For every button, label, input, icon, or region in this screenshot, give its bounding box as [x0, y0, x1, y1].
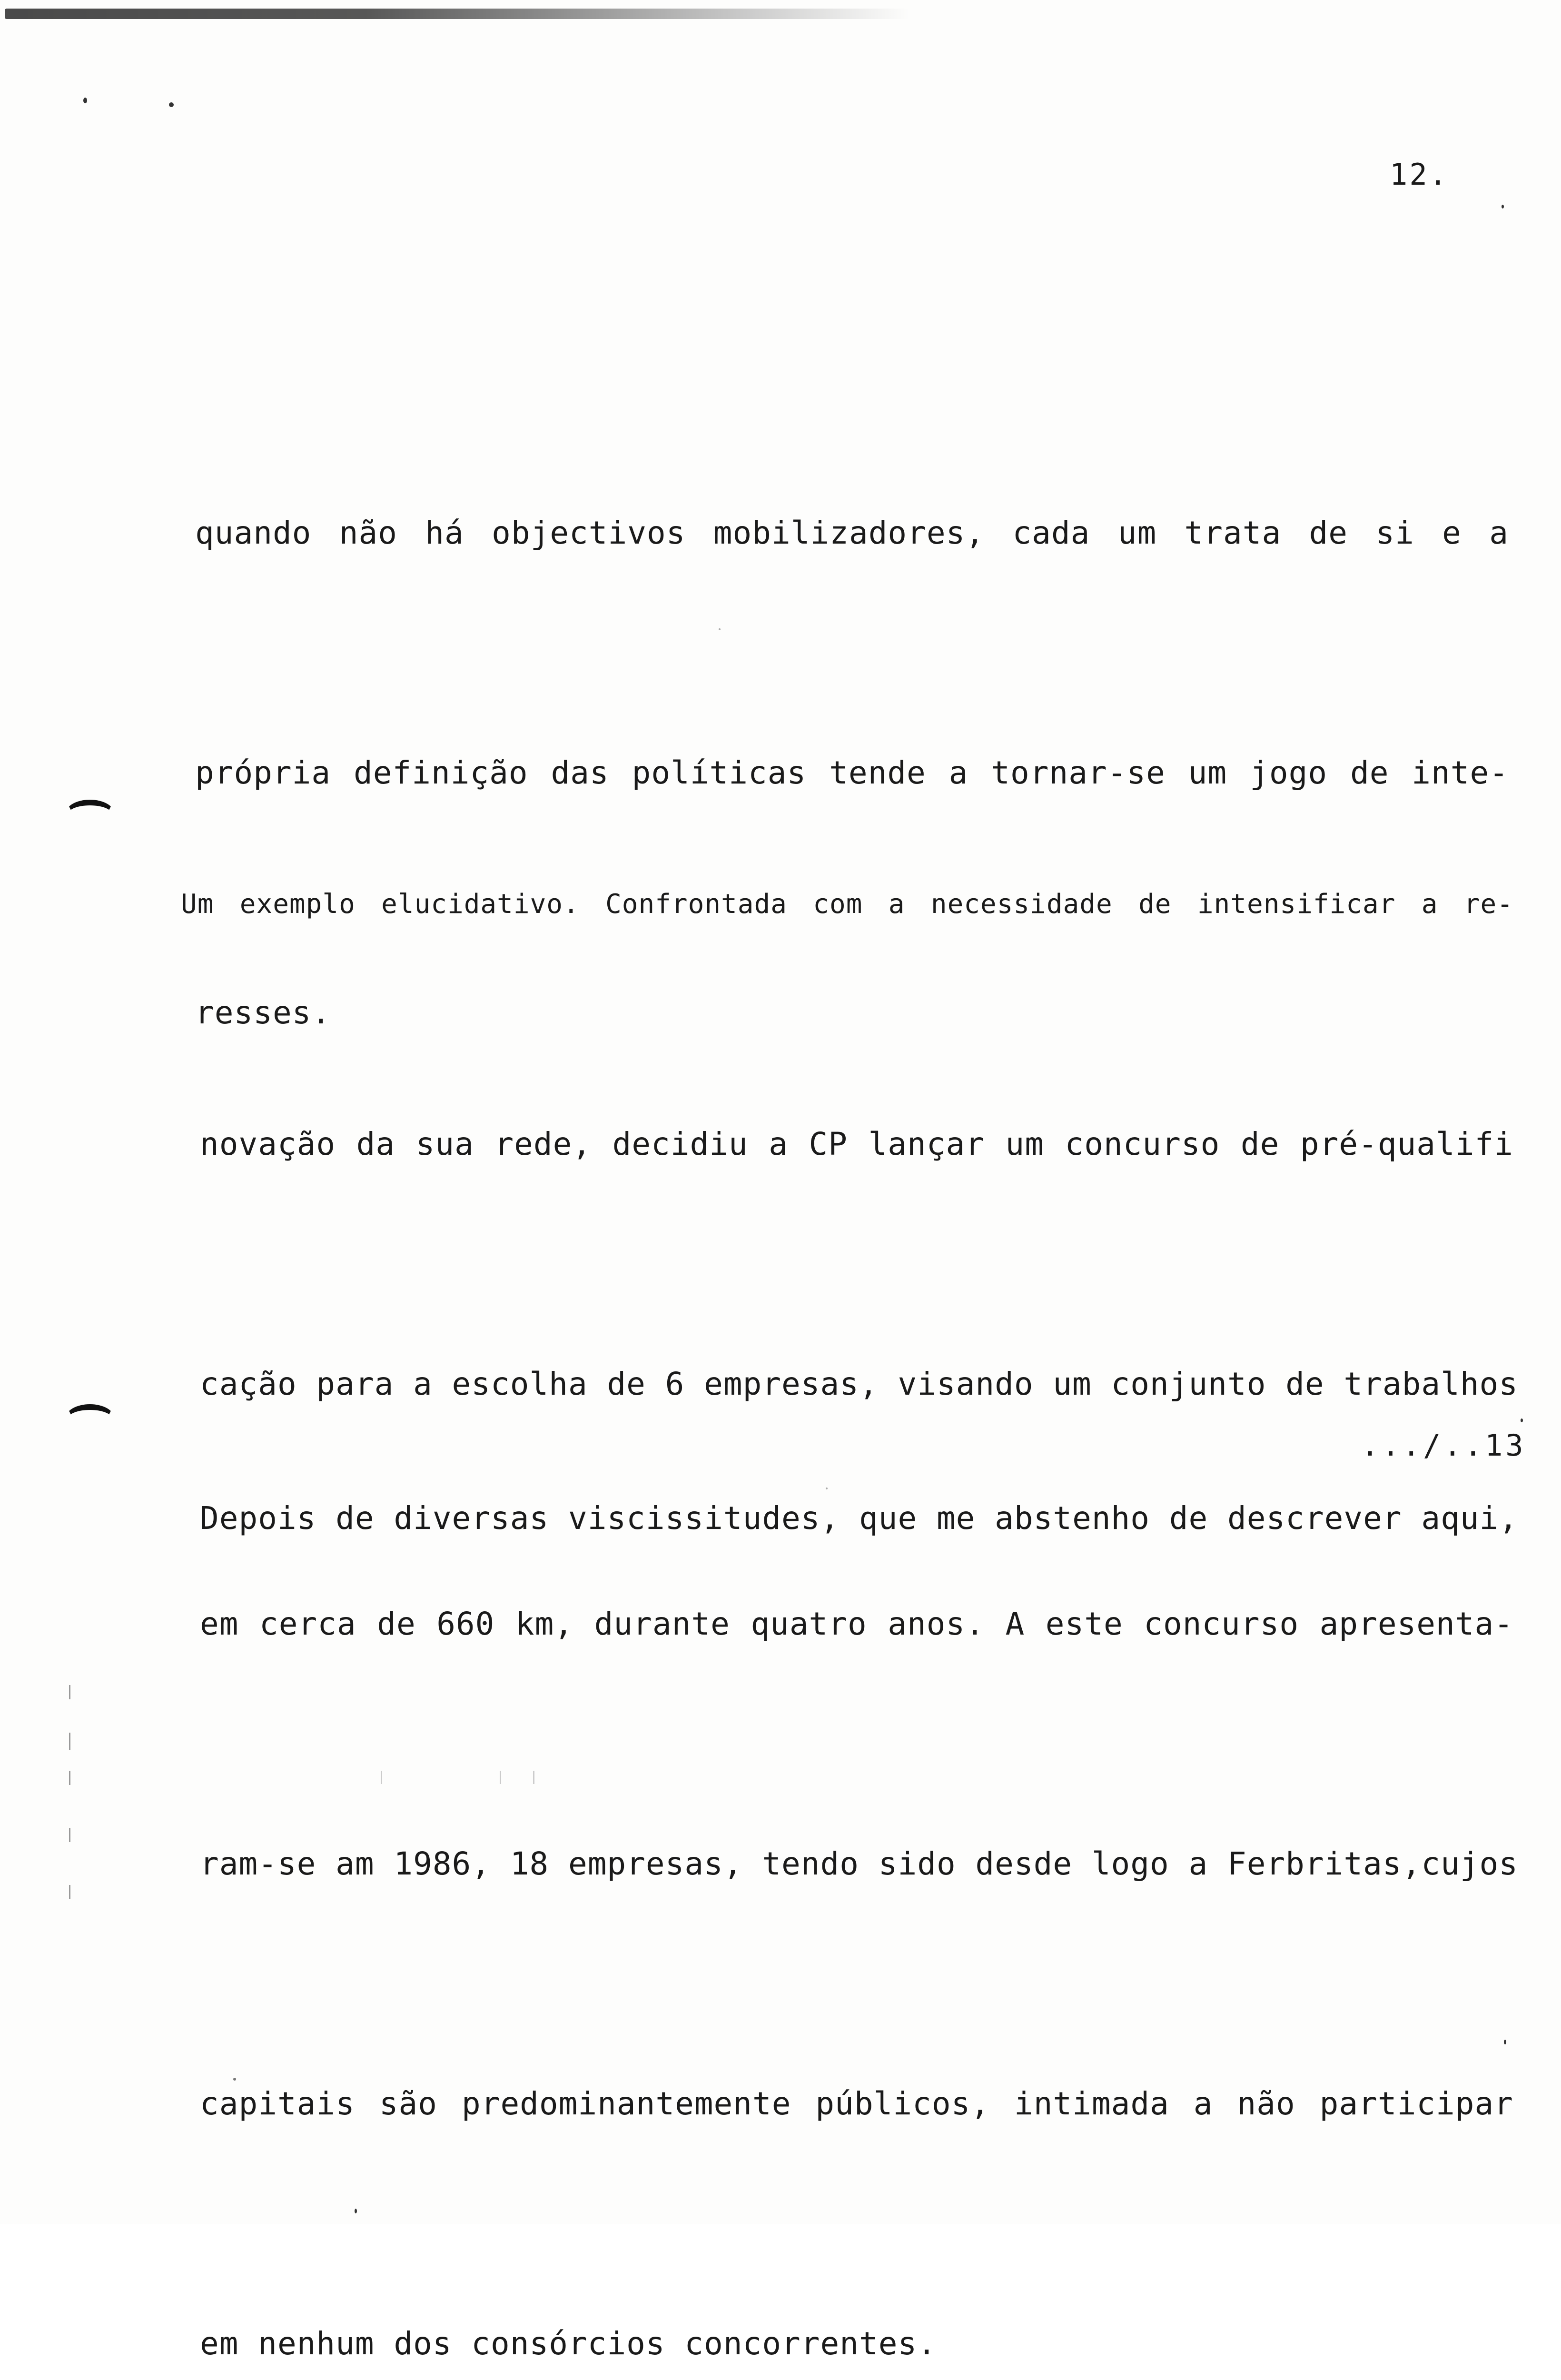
scan-mark [69, 1685, 70, 1699]
punch-hole-mark [66, 800, 114, 827]
text-line: quando não há objectivos mobilizadores, cada um trata de si e a [195, 515, 1509, 551]
text-line: ram-se am 1986, 18 empresas, tendo sido desde logo a Ferbritas,cujos [200, 1845, 1519, 1882]
punch-hole-mark [66, 1404, 114, 1432]
page-number: 12. [1390, 157, 1449, 192]
text-line: em cerca de 660 km, durante quatro anos. A este concurso apresenta- [200, 1606, 1513, 1642]
scan-mark [69, 1885, 70, 1899]
paragraph-3 [200, 1319, 1519, 1718]
text-line: novação da sua rede, decidiu a CP lançar um concurso de pré-qualifi [200, 1126, 1513, 1162]
text-line: cação para a escolha de 6 empresas, visando um conjunto de trabalhos [200, 1366, 1519, 1402]
text-line: Depois de diversas viscissitudes, que me abstenho de descrever aqui, [200, 1500, 1519, 1537]
text-line: Um exemplo elucidativo. Confrontada com a necessidade de intensificar a re- [181, 889, 1513, 920]
scan-speck [1521, 1418, 1523, 1422]
continuation-marker: .../..13 [1361, 1428, 1526, 1463]
text-line: própria definição das políticas tende a tornar-se um jogo de inte- [195, 754, 1509, 791]
scan-mark [69, 1733, 70, 1750]
scan-smudge [5, 9, 909, 19]
text-line: resses. [195, 994, 331, 1031]
scan-speck [83, 98, 87, 103]
text-line: em nenhum dos consórcios concorrentes. [200, 2325, 937, 2362]
scan-speck [1502, 205, 1504, 208]
scan-mark [69, 1771, 70, 1785]
scan-mark [69, 1828, 70, 1842]
text-line: capitais são predominantemente públicos, intimada a não participar [200, 2085, 1513, 2122]
scan-speck [169, 102, 174, 107]
